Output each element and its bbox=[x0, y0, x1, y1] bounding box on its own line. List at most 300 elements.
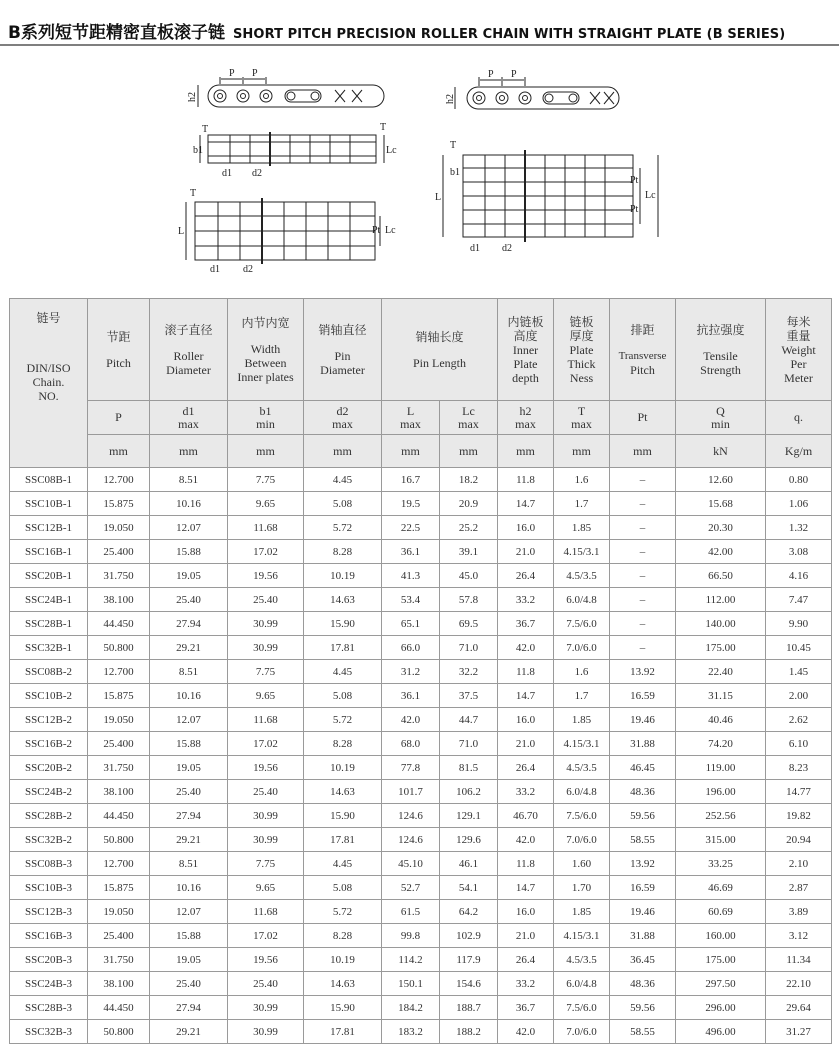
cell-weight-per-meter: 4.16 bbox=[766, 564, 832, 588]
cell-pin-diameter: 10.19 bbox=[304, 564, 382, 588]
cell-transverse-pitch: – bbox=[610, 516, 676, 540]
cell-roller-diameter: 12.07 bbox=[150, 516, 228, 540]
cell-pin-length-lc: 129.1 bbox=[440, 804, 498, 828]
label-pt-a: Pt bbox=[372, 225, 381, 236]
label-t-left: T bbox=[202, 124, 209, 135]
cell-tensile-strength: 33.25 bbox=[676, 852, 766, 876]
cell-pin-length-l: 183.2 bbox=[382, 1020, 440, 1044]
label-l-a: L bbox=[178, 226, 185, 237]
cell-transverse-pitch: 59.56 bbox=[610, 996, 676, 1020]
cell-roller-diameter: 27.94 bbox=[150, 996, 228, 1020]
cell-tensile-strength: 46.69 bbox=[676, 876, 766, 900]
cell-weight-per-meter: 14.77 bbox=[766, 780, 832, 804]
cell-inner-width: 9.65 bbox=[228, 492, 304, 516]
cell-pin-diameter: 8.28 bbox=[304, 732, 382, 756]
cell-weight-per-meter: 3.89 bbox=[766, 900, 832, 924]
cell-inner-width: 25.40 bbox=[228, 780, 304, 804]
table-row bbox=[10, 540, 832, 564]
cell-weight-per-meter: 7.47 bbox=[766, 588, 832, 612]
cell-inner-plate-depth: 16.0 bbox=[498, 516, 554, 540]
spec-table-body bbox=[10, 468, 832, 1044]
cell-tensile-strength: 296.00 bbox=[676, 996, 766, 1020]
header-inner-plate-depth: 内链板 高度 Inner Plate depth bbox=[498, 299, 554, 401]
table-row bbox=[10, 612, 832, 636]
header-chain-no-en-1: DIN/ISO bbox=[26, 361, 71, 375]
table-row bbox=[10, 972, 832, 996]
cell-pin-diameter: 4.45 bbox=[304, 852, 382, 876]
table-row bbox=[10, 492, 832, 516]
cell-roller-diameter: 25.40 bbox=[150, 972, 228, 996]
cell-tensile-strength: 252.56 bbox=[676, 804, 766, 828]
cell-pin-length-lc: 188.2 bbox=[440, 1020, 498, 1044]
cell-pin-length-l: 77.8 bbox=[382, 756, 440, 780]
cell-pitch: 38.100 bbox=[88, 780, 150, 804]
table-row bbox=[10, 588, 832, 612]
cell-pin-length-l: 114.2 bbox=[382, 948, 440, 972]
table-row bbox=[10, 996, 832, 1020]
header-pitch: 节距 Pitch bbox=[88, 299, 150, 401]
table-row bbox=[10, 1020, 832, 1044]
cell-weight-per-meter: 2.62 bbox=[766, 708, 832, 732]
cell-pin-diameter: 8.28 bbox=[304, 924, 382, 948]
cell-pin-length-l: 99.8 bbox=[382, 924, 440, 948]
cell-inner-width: 7.75 bbox=[228, 468, 304, 492]
cell-roller-diameter: 10.16 bbox=[150, 876, 228, 900]
unit-roller-diameter: mm bbox=[150, 435, 228, 468]
top-view-single bbox=[193, 122, 397, 179]
cell-inner-width: 30.99 bbox=[228, 612, 304, 636]
title-chinese: B系列短节距精密直板滚子链 bbox=[8, 23, 225, 43]
cell-transverse-pitch: 46.45 bbox=[610, 756, 676, 780]
cell-pin-length-l: 150.1 bbox=[382, 972, 440, 996]
cell-tensile-strength: 119.00 bbox=[676, 756, 766, 780]
label-d2-b: d2 bbox=[243, 264, 253, 275]
cell-pin-length-lc: 81.5 bbox=[440, 756, 498, 780]
cell-inner-width: 19.56 bbox=[228, 948, 304, 972]
cell-inner-width: 17.02 bbox=[228, 540, 304, 564]
cell-pin-diameter: 10.19 bbox=[304, 948, 382, 972]
cell-pin-length-lc: 154.6 bbox=[440, 972, 498, 996]
cell-chain-no: SSC10B-3 bbox=[10, 876, 88, 900]
cell-chain-no: SSC16B-2 bbox=[10, 732, 88, 756]
cell-weight-per-meter: 1.06 bbox=[766, 492, 832, 516]
cell-plate-thickness: 4.15/3.1 bbox=[554, 732, 610, 756]
header-transverse-pitch: 排距 Transverse Pitch bbox=[610, 299, 676, 401]
cell-chain-no: SSC12B-1 bbox=[10, 516, 88, 540]
cell-roller-diameter: 29.21 bbox=[150, 1020, 228, 1044]
unit-weight-per-meter: Kg/m bbox=[766, 435, 832, 468]
cell-pitch: 15.875 bbox=[88, 684, 150, 708]
top-view-double bbox=[178, 188, 396, 275]
roller-2 bbox=[237, 90, 249, 102]
cell-pitch: 19.050 bbox=[88, 516, 150, 540]
cell-pin-length-l: 124.6 bbox=[382, 804, 440, 828]
cell-pin-length-lc: 45.0 bbox=[440, 564, 498, 588]
side-view-single bbox=[187, 68, 384, 107]
cell-pitch: 44.450 bbox=[88, 996, 150, 1020]
cell-pitch: 31.750 bbox=[88, 756, 150, 780]
cell-pin-length-l: 19.5 bbox=[382, 492, 440, 516]
cell-pitch: 15.875 bbox=[88, 876, 150, 900]
spec-table-container bbox=[9, 298, 831, 1044]
cell-plate-thickness: 7.5/6.0 bbox=[554, 804, 610, 828]
cell-plate-thickness: 1.85 bbox=[554, 516, 610, 540]
label-h2-left: h2 bbox=[187, 92, 198, 102]
cell-pin-diameter: 4.45 bbox=[304, 660, 382, 684]
cell-pin-length-l: 184.2 bbox=[382, 996, 440, 1020]
cell-plate-thickness: 4.5/3.5 bbox=[554, 948, 610, 972]
label-d2-c: d2 bbox=[502, 243, 512, 254]
cell-chain-no: SSC08B-1 bbox=[10, 468, 88, 492]
cell-pin-length-l: 124.6 bbox=[382, 828, 440, 852]
cell-tensile-strength: 22.40 bbox=[676, 660, 766, 684]
cell-plate-thickness: 6.0/4.8 bbox=[554, 588, 610, 612]
cell-plate-thickness: 1.85 bbox=[554, 900, 610, 924]
cell-inner-width: 7.75 bbox=[228, 852, 304, 876]
cell-pin-length-l: 16.7 bbox=[382, 468, 440, 492]
cell-inner-plate-depth: 21.0 bbox=[498, 540, 554, 564]
cell-pin-length-lc: 44.7 bbox=[440, 708, 498, 732]
cell-pin-length-l: 66.0 bbox=[382, 636, 440, 660]
header-weight-per-meter: 每米 重量 Weight Per Meter bbox=[766, 299, 832, 401]
cell-plate-thickness: 1.6 bbox=[554, 468, 610, 492]
cell-pitch: 12.700 bbox=[88, 852, 150, 876]
cell-plate-thickness: 6.0/4.8 bbox=[554, 972, 610, 996]
cell-roller-diameter: 27.94 bbox=[150, 804, 228, 828]
cell-tensile-strength: 196.00 bbox=[676, 780, 766, 804]
sym-pin-diameter: d2 max bbox=[304, 401, 382, 435]
title-bar bbox=[0, 0, 839, 46]
cell-pin-diameter: 5.08 bbox=[304, 684, 382, 708]
label-t-right: T bbox=[380, 122, 387, 133]
cell-pitch: 44.450 bbox=[88, 612, 150, 636]
cell-tensile-strength: 140.00 bbox=[676, 612, 766, 636]
table-row bbox=[10, 516, 832, 540]
cell-inner-width: 11.68 bbox=[228, 516, 304, 540]
cell-roller-diameter: 19.05 bbox=[150, 564, 228, 588]
cell-pitch: 19.050 bbox=[88, 708, 150, 732]
cell-pitch: 38.100 bbox=[88, 588, 150, 612]
cell-plate-thickness: 1.60 bbox=[554, 852, 610, 876]
cell-pin-diameter: 10.19 bbox=[304, 756, 382, 780]
unit-plate-thickness: mm bbox=[554, 435, 610, 468]
cell-pin-diameter: 14.63 bbox=[304, 588, 382, 612]
cell-roller-diameter: 29.21 bbox=[150, 828, 228, 852]
cell-tensile-strength: 315.00 bbox=[676, 828, 766, 852]
header-chain-no-en-3: NO. bbox=[38, 389, 59, 403]
sym-plate-thickness: T max bbox=[554, 401, 610, 435]
cell-inner-plate-depth: 33.2 bbox=[498, 972, 554, 996]
cell-tensile-strength: 112.00 bbox=[676, 588, 766, 612]
table-row bbox=[10, 660, 832, 684]
cell-weight-per-meter: 9.90 bbox=[766, 612, 832, 636]
roller-3 bbox=[260, 90, 272, 102]
sym-inner-width: b1 min bbox=[228, 401, 304, 435]
cell-weight-per-meter: 31.27 bbox=[766, 1020, 832, 1044]
cell-inner-width: 9.65 bbox=[228, 684, 304, 708]
cell-transverse-pitch: 48.36 bbox=[610, 972, 676, 996]
cell-pitch: 38.100 bbox=[88, 972, 150, 996]
cell-inner-plate-depth: 33.2 bbox=[498, 588, 554, 612]
cell-roller-diameter: 19.05 bbox=[150, 948, 228, 972]
cell-pin-length-lc: 20.9 bbox=[440, 492, 498, 516]
cell-pin-length-lc: 54.1 bbox=[440, 876, 498, 900]
cell-pin-length-lc: 102.9 bbox=[440, 924, 498, 948]
cell-roller-diameter: 27.94 bbox=[150, 612, 228, 636]
cell-tensile-strength: 40.46 bbox=[676, 708, 766, 732]
cell-inner-width: 30.99 bbox=[228, 1020, 304, 1044]
cell-transverse-pitch: 19.46 bbox=[610, 900, 676, 924]
table-row bbox=[10, 924, 832, 948]
cell-tensile-strength: 175.00 bbox=[676, 948, 766, 972]
chain-drawings-svg bbox=[0, 50, 839, 295]
cell-inner-plate-depth: 36.7 bbox=[498, 996, 554, 1020]
cell-roller-diameter: 15.88 bbox=[150, 540, 228, 564]
cell-pin-length-l: 52.7 bbox=[382, 876, 440, 900]
cell-pin-length-l: 22.5 bbox=[382, 516, 440, 540]
label-p4: P bbox=[511, 69, 517, 80]
cell-tensile-strength: 31.15 bbox=[676, 684, 766, 708]
spec-table bbox=[9, 298, 832, 1044]
cell-pin-length-l: 53.4 bbox=[382, 588, 440, 612]
cell-transverse-pitch: 13.92 bbox=[610, 852, 676, 876]
cell-transverse-pitch: – bbox=[610, 588, 676, 612]
label-d1-c: d1 bbox=[470, 243, 480, 254]
table-row bbox=[10, 564, 832, 588]
technical-drawings bbox=[0, 50, 839, 295]
cell-tensile-strength: 20.30 bbox=[676, 516, 766, 540]
cell-transverse-pitch: 16.59 bbox=[610, 684, 676, 708]
unit-tensile-strength: kN bbox=[676, 435, 766, 468]
unit-inner-plate-depth: mm bbox=[498, 435, 554, 468]
cell-inner-width: 17.02 bbox=[228, 924, 304, 948]
cell-inner-width: 30.99 bbox=[228, 828, 304, 852]
cell-pin-length-lc: 18.2 bbox=[440, 468, 498, 492]
cell-inner-plate-depth: 16.0 bbox=[498, 900, 554, 924]
unit-pitch: mm bbox=[88, 435, 150, 468]
cell-chain-no: SSC08B-2 bbox=[10, 660, 88, 684]
cell-weight-per-meter: 3.08 bbox=[766, 540, 832, 564]
unit-pin-length-l: mm bbox=[382, 435, 440, 468]
cell-pin-diameter: 8.28 bbox=[304, 540, 382, 564]
cell-plate-thickness: 1.85 bbox=[554, 708, 610, 732]
cell-chain-no: SSC28B-3 bbox=[10, 996, 88, 1020]
cell-pitch: 50.800 bbox=[88, 636, 150, 660]
cell-plate-thickness: 7.5/6.0 bbox=[554, 996, 610, 1020]
cell-tensile-strength: 60.69 bbox=[676, 900, 766, 924]
cell-transverse-pitch: 59.56 bbox=[610, 804, 676, 828]
cell-inner-plate-depth: 26.4 bbox=[498, 564, 554, 588]
cell-inner-plate-depth: 42.0 bbox=[498, 1020, 554, 1044]
label-pt-b: Pt bbox=[630, 175, 639, 186]
cell-plate-thickness: 7.5/6.0 bbox=[554, 612, 610, 636]
cell-pin-length-lc: 39.1 bbox=[440, 540, 498, 564]
cell-roller-diameter: 8.51 bbox=[150, 660, 228, 684]
cell-roller-diameter: 25.40 bbox=[150, 588, 228, 612]
cell-transverse-pitch: – bbox=[610, 612, 676, 636]
cell-transverse-pitch: – bbox=[610, 540, 676, 564]
sym-pitch: P bbox=[88, 401, 150, 435]
cell-pin-length-lc: 32.2 bbox=[440, 660, 498, 684]
cell-pin-diameter: 4.45 bbox=[304, 468, 382, 492]
cell-weight-per-meter: 8.23 bbox=[766, 756, 832, 780]
label-b1-b: b1 bbox=[450, 167, 460, 178]
cell-tensile-strength: 175.00 bbox=[676, 636, 766, 660]
table-row bbox=[10, 876, 832, 900]
roller-1 bbox=[214, 90, 226, 102]
label-p3: P bbox=[488, 69, 494, 80]
cell-inner-plate-depth: 11.8 bbox=[498, 468, 554, 492]
cell-pitch: 44.450 bbox=[88, 804, 150, 828]
table-row bbox=[10, 828, 832, 852]
cell-pin-length-l: 31.2 bbox=[382, 660, 440, 684]
cell-chain-no: SSC32B-3 bbox=[10, 1020, 88, 1044]
cell-pin-diameter: 5.72 bbox=[304, 900, 382, 924]
cell-transverse-pitch: 36.45 bbox=[610, 948, 676, 972]
cell-weight-per-meter: 2.10 bbox=[766, 852, 832, 876]
cell-chain-no: SSC20B-2 bbox=[10, 756, 88, 780]
cell-pin-diameter: 5.72 bbox=[304, 516, 382, 540]
cell-pin-length-lc: 69.5 bbox=[440, 612, 498, 636]
top-view-triple bbox=[435, 140, 658, 254]
cell-pin-diameter: 15.90 bbox=[304, 804, 382, 828]
header-pin-length: 销轴长度 Pin Length bbox=[382, 299, 498, 401]
label-l-b: L bbox=[435, 192, 442, 203]
cell-transverse-pitch: 13.92 bbox=[610, 660, 676, 684]
cell-inner-width: 25.40 bbox=[228, 972, 304, 996]
cell-pin-length-lc: 129.6 bbox=[440, 828, 498, 852]
label-t-c: T bbox=[450, 140, 457, 151]
cell-pin-length-lc: 71.0 bbox=[440, 732, 498, 756]
cell-tensile-strength: 12.60 bbox=[676, 468, 766, 492]
cell-tensile-strength: 160.00 bbox=[676, 924, 766, 948]
title-divider bbox=[0, 44, 839, 46]
cell-pin-length-l: 65.1 bbox=[382, 612, 440, 636]
sym-weight-per-meter: q. bbox=[766, 401, 832, 435]
cell-inner-plate-depth: 16.0 bbox=[498, 708, 554, 732]
cell-inner-plate-depth: 21.0 bbox=[498, 732, 554, 756]
unit-pin-diameter: mm bbox=[304, 435, 382, 468]
cell-pin-diameter: 15.90 bbox=[304, 612, 382, 636]
cell-inner-width: 30.99 bbox=[228, 804, 304, 828]
top-view-single-outline bbox=[208, 135, 376, 163]
cell-inner-plate-depth: 33.2 bbox=[498, 780, 554, 804]
cell-pin-length-l: 42.0 bbox=[382, 708, 440, 732]
cell-pin-diameter: 17.81 bbox=[304, 828, 382, 852]
cell-pin-diameter: 14.63 bbox=[304, 972, 382, 996]
cell-pin-diameter: 15.90 bbox=[304, 996, 382, 1020]
sym-transverse-pitch: Pt bbox=[610, 401, 676, 435]
cell-weight-per-meter: 20.94 bbox=[766, 828, 832, 852]
cell-transverse-pitch: 58.55 bbox=[610, 1020, 676, 1044]
table-row bbox=[10, 852, 832, 876]
cell-plate-thickness: 4.5/3.5 bbox=[554, 756, 610, 780]
cell-pin-length-lc: 25.2 bbox=[440, 516, 498, 540]
cell-weight-per-meter: 6.10 bbox=[766, 732, 832, 756]
cell-chain-no: SSC24B-1 bbox=[10, 588, 88, 612]
cell-roller-diameter: 12.07 bbox=[150, 900, 228, 924]
cell-inner-width: 11.68 bbox=[228, 708, 304, 732]
cell-pin-length-lc: 57.8 bbox=[440, 588, 498, 612]
cell-plate-thickness: 1.7 bbox=[554, 492, 610, 516]
cell-pin-diameter: 17.81 bbox=[304, 636, 382, 660]
cell-inner-width: 11.68 bbox=[228, 900, 304, 924]
cell-roller-diameter: 8.51 bbox=[150, 852, 228, 876]
cell-roller-diameter: 10.16 bbox=[150, 684, 228, 708]
cell-pin-length-l: 61.5 bbox=[382, 900, 440, 924]
cell-inner-width: 17.02 bbox=[228, 732, 304, 756]
cell-tensile-strength: 42.00 bbox=[676, 540, 766, 564]
cell-inner-width: 25.40 bbox=[228, 588, 304, 612]
cell-weight-per-meter: 10.45 bbox=[766, 636, 832, 660]
label-lc-b: Lc bbox=[385, 225, 396, 236]
cell-pin-length-l: 41.3 bbox=[382, 564, 440, 588]
cell-plate-thickness: 7.0/6.0 bbox=[554, 636, 610, 660]
cell-pin-diameter: 17.81 bbox=[304, 1020, 382, 1044]
cell-pin-length-l: 45.10 bbox=[382, 852, 440, 876]
cell-tensile-strength: 496.00 bbox=[676, 1020, 766, 1044]
cell-inner-plate-depth: 42.0 bbox=[498, 636, 554, 660]
cell-chain-no: SSC16B-3 bbox=[10, 924, 88, 948]
cell-tensile-strength: 66.50 bbox=[676, 564, 766, 588]
cell-plate-thickness: 4.15/3.1 bbox=[554, 924, 610, 948]
label-d1-a: d1 bbox=[222, 168, 232, 179]
cell-transverse-pitch: – bbox=[610, 492, 676, 516]
cell-weight-per-meter: 3.12 bbox=[766, 924, 832, 948]
cell-inner-plate-depth: 11.8 bbox=[498, 852, 554, 876]
cell-pitch: 25.400 bbox=[88, 540, 150, 564]
cell-chain-no: SSC24B-3 bbox=[10, 972, 88, 996]
cell-pin-length-l: 101.7 bbox=[382, 780, 440, 804]
cell-chain-no: SSC12B-2 bbox=[10, 708, 88, 732]
side-view-double bbox=[445, 69, 619, 109]
cell-tensile-strength: 297.50 bbox=[676, 972, 766, 996]
cell-plate-thickness: 4.5/3.5 bbox=[554, 564, 610, 588]
table-row bbox=[10, 756, 832, 780]
sym-tensile-strength: Q min bbox=[676, 401, 766, 435]
table-row bbox=[10, 708, 832, 732]
label-d2-a: d2 bbox=[252, 168, 262, 179]
cell-weight-per-meter: 29.64 bbox=[766, 996, 832, 1020]
cell-roller-diameter: 8.51 bbox=[150, 468, 228, 492]
cell-plate-thickness: 4.15/3.1 bbox=[554, 540, 610, 564]
cell-pin-length-lc: 64.2 bbox=[440, 900, 498, 924]
cell-pin-length-l: 36.1 bbox=[382, 684, 440, 708]
table-row bbox=[10, 804, 832, 828]
cell-pitch: 12.700 bbox=[88, 660, 150, 684]
cell-inner-plate-depth: 46.70 bbox=[498, 804, 554, 828]
header-roller-diameter: 滚子直径 Roller Diameter bbox=[150, 299, 228, 401]
cell-tensile-strength: 74.20 bbox=[676, 732, 766, 756]
cell-inner-plate-depth: 14.7 bbox=[498, 684, 554, 708]
cell-inner-plate-depth: 26.4 bbox=[498, 756, 554, 780]
header-chain-no bbox=[10, 299, 88, 468]
cell-chain-no: SSC24B-2 bbox=[10, 780, 88, 804]
cell-inner-width: 7.75 bbox=[228, 660, 304, 684]
cell-transverse-pitch: – bbox=[610, 564, 676, 588]
cell-plate-thickness: 7.0/6.0 bbox=[554, 828, 610, 852]
cell-chain-no: SSC20B-1 bbox=[10, 564, 88, 588]
cell-transverse-pitch: – bbox=[610, 636, 676, 660]
cell-pin-diameter: 14.63 bbox=[304, 780, 382, 804]
cell-pitch: 50.800 bbox=[88, 828, 150, 852]
cell-inner-plate-depth: 14.7 bbox=[498, 876, 554, 900]
cell-pitch: 19.050 bbox=[88, 900, 150, 924]
cell-chain-no: SSC28B-1 bbox=[10, 612, 88, 636]
cell-plate-thickness: 6.0/4.8 bbox=[554, 780, 610, 804]
sym-pin-length-lc: Lc max bbox=[440, 401, 498, 435]
cell-pin-diameter: 5.08 bbox=[304, 876, 382, 900]
